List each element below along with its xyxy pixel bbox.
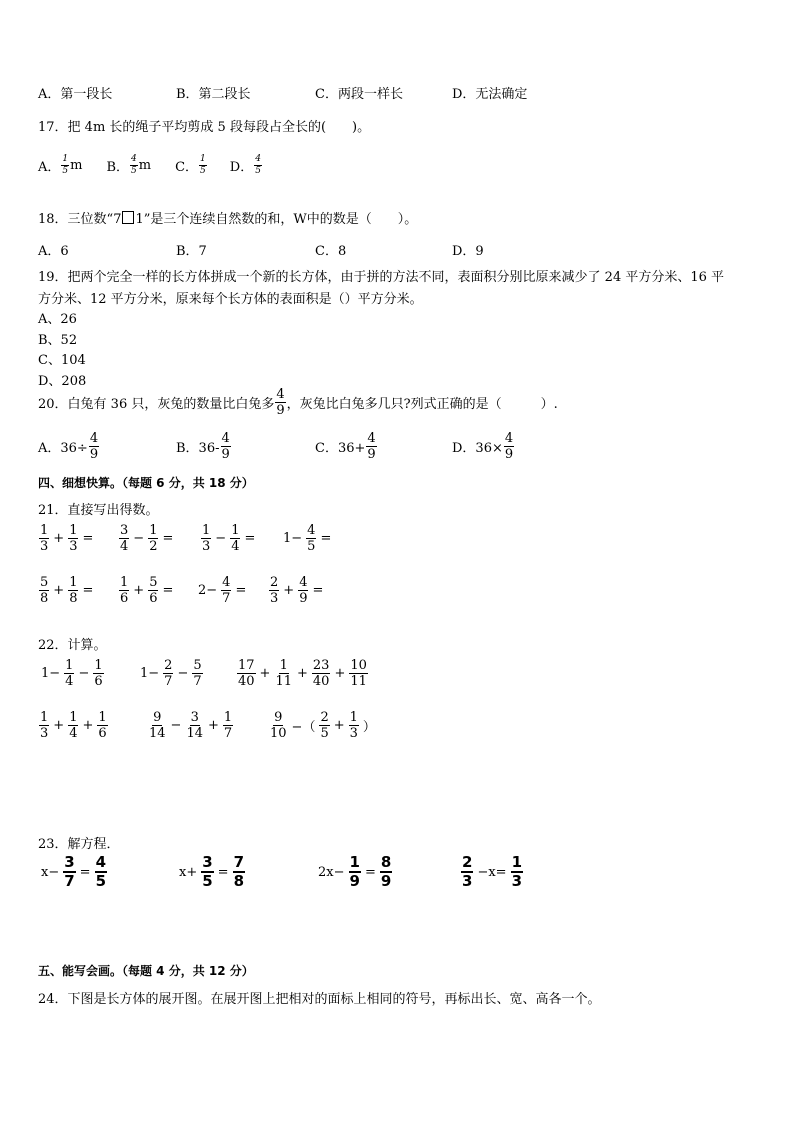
fraction: $\frac{1}{3}$: [511, 853, 522, 890]
operator: +: [208, 718, 219, 733]
q21-title: 21．直接写出得数。: [38, 503, 159, 518]
fraction: $\frac{4}{9}$: [299, 575, 308, 606]
operator: −: [177, 666, 189, 681]
fraction: $\frac{3}{4}$: [120, 523, 129, 554]
q23-eq-3: [315, 855, 393, 889]
operator: +: [53, 583, 65, 598]
operator: ）: [362, 720, 376, 735]
fraction: $\frac{1}{3}$: [349, 710, 358, 741]
operator: −（: [291, 720, 316, 735]
section-5-heading: 五、能写会画。（每题 4 分，共 12 分）: [38, 964, 254, 978]
fraction: $\frac{1}{3}$: [40, 523, 49, 554]
q22-expr-3: [236, 659, 369, 688]
q17-option-a: A． $\frac{1}{5}$ m: [38, 154, 83, 176]
q18-option-c: C．8: [315, 244, 347, 259]
q19-option-c: C、104: [38, 353, 86, 368]
operator: +: [333, 718, 345, 733]
operator: =: [217, 864, 229, 880]
fraction: $\frac{1}{4}$: [231, 523, 240, 554]
fraction: $\frac{5}{7}$: [193, 658, 202, 689]
fraction: $\frac{3}{14}$: [186, 710, 203, 741]
q17-option-d: D． $\frac{4}{5}$: [229, 154, 261, 176]
q20-option-b: B．36- $\frac{4}{9}$: [176, 431, 230, 462]
operator: 1−: [41, 666, 61, 681]
operator: −x=: [477, 864, 507, 880]
operator: x+: [179, 864, 198, 880]
operator: =: [364, 864, 376, 880]
fraction: $\frac{5}{8}$: [40, 575, 49, 606]
q16-option-c: C．两段一样长: [315, 87, 403, 102]
q22-expr-1: [38, 659, 105, 688]
fraction: $\frac{5}{6}$: [149, 575, 158, 606]
q22-expr-2: [137, 659, 204, 688]
fraction: $\frac{1}{2}$: [149, 523, 158, 554]
q23-eq-1: [38, 855, 108, 889]
q16-option-b: B．第二段长: [176, 87, 251, 102]
fraction: $\frac{3}{5}$: [202, 853, 213, 890]
fraction: $\frac{4}{5}$: [131, 154, 137, 176]
q21-expr-6: [118, 576, 176, 605]
fraction: $\frac{17}{40}$: [238, 658, 255, 689]
q21-expr-4: [280, 524, 334, 553]
q18-option-a: A．6: [38, 244, 69, 259]
fraction: $\frac{4}{9}$: [276, 387, 285, 418]
fraction: $\frac{3}{7}$: [64, 853, 75, 890]
q21-expr-3: [200, 524, 258, 553]
q21-expr-5: [38, 576, 96, 605]
fraction: $\frac{1}{3}$: [202, 523, 211, 554]
fraction: $\frac{1}{3}$: [40, 710, 49, 741]
operator: +: [334, 666, 346, 681]
q22-expr-4: [38, 711, 109, 740]
operator: =: [320, 531, 332, 546]
fraction: $\frac{9}{14}$: [149, 710, 166, 741]
fraction: $\frac{4}{5}$: [255, 154, 261, 176]
fraction: $\frac{1}{6}$: [94, 658, 103, 689]
fraction: $\frac{1}{5}$: [62, 154, 69, 176]
q17-option-b: B． $\frac{4}{5}$ m: [106, 154, 152, 176]
fraction: $\frac{1}{6}$: [98, 710, 107, 741]
operator: −: [170, 718, 182, 733]
fraction: $\frac{2}{3}$: [270, 575, 279, 606]
fraction: $\frac{1}{9}$: [349, 853, 360, 890]
operator: +: [82, 718, 94, 733]
fraction: $\frac{8}{9}$: [380, 853, 392, 890]
q22-title: 22．计算。: [38, 638, 107, 653]
fraction: $\frac{2}{7}$: [164, 658, 173, 689]
operator: −: [78, 666, 90, 681]
operator: −: [215, 531, 227, 546]
q21-expr-8: [268, 576, 326, 605]
q18-question: 18．三位数“7 1”是三个连续自然数的和，W中的数是（ ）。: [38, 212, 418, 227]
operator: 2x−: [318, 864, 345, 880]
section-4-heading: 四、细想快算。（每题 6 分，共 18 分）: [38, 476, 254, 490]
q21-expr-2: [118, 524, 176, 553]
q19-option-a: A、26: [38, 312, 77, 327]
operator: −: [133, 531, 145, 546]
operator: 1−: [140, 666, 160, 681]
operator: +: [259, 666, 271, 681]
fraction: $\frac{1}{11}$: [275, 658, 292, 689]
q17-option-c: C． $\frac{1}{5}$: [175, 154, 206, 176]
q23-title: 23．解方程．: [38, 837, 120, 852]
q21-expr-7: [195, 576, 249, 605]
q19-question-line2: 方分米、12 平方分米，原来每个长方体的表面积是（）平方分米。: [38, 292, 423, 307]
q21-expr-1: [38, 524, 96, 553]
operator: 2−: [198, 583, 218, 598]
fraction: $\frac{1}{4}$: [69, 710, 78, 741]
operator: x−: [41, 864, 60, 880]
fraction: $\frac{1}{3}$: [69, 523, 78, 554]
fraction: $\frac{4}{5}$: [307, 523, 316, 554]
q18-option-d: D．9: [452, 244, 484, 259]
operator: =: [162, 583, 174, 598]
operator: 1−: [283, 531, 303, 546]
fraction: $\frac{7}{8}$: [233, 853, 245, 890]
q24-question: 24．下图是长方体的展开图。在展开图上把相对的面标上相同的符号，再标出长、宽、高各一个。: [38, 992, 601, 1007]
fraction: $\frac{1}{8}$: [69, 575, 78, 606]
q16-option-d: D．无法确定: [452, 87, 528, 102]
q20-option-d: D．36× $\frac{4}{9}$: [452, 431, 514, 462]
fraction: $\frac{23}{40}$: [312, 658, 330, 689]
q18-option-b: B．7: [176, 244, 207, 259]
operator: +: [283, 583, 295, 598]
fraction: $\frac{4}{5}$: [95, 853, 107, 890]
operator: =: [244, 531, 256, 546]
q19-option-d: D、208: [38, 374, 87, 389]
q19-question-line1: 19．把两个完全一样的长方体拼成一个新的长方体，由于拼的方法不同，表面积分别比原来减少了 24 平方分米、16 平: [38, 270, 725, 285]
q20-question: 20．白兔有 36 只，灰兔的数量比白兔多 $\frac{4}{9}$ ，灰兔比白兔多几只?列式正确的是（ ）.: [38, 387, 558, 418]
operator: =: [82, 583, 94, 598]
fraction: $\frac{2}{5}$: [320, 710, 329, 741]
fraction: $\frac{4}{7}$: [222, 575, 231, 606]
fraction: $\frac{1}{4}$: [65, 658, 74, 689]
blank-box-icon: [122, 211, 134, 224]
fraction: $\frac{2}{3}$: [462, 853, 473, 890]
fraction: $\frac{1}{6}$: [120, 575, 129, 606]
fraction: $\frac{9}{10}$: [270, 710, 287, 741]
operator: +: [297, 666, 308, 681]
q16-option-a: A．第一段长: [38, 87, 113, 102]
q19-option-b: B、52: [38, 333, 78, 348]
operator: +: [133, 583, 145, 598]
q23-eq-2: [176, 855, 246, 889]
q20-option-c: C．36+ $\frac{4}{9}$: [315, 431, 376, 462]
q22-expr-5: [147, 711, 234, 740]
operator: =: [79, 864, 91, 880]
operator: +: [53, 531, 65, 546]
q23-eq-4: [460, 855, 524, 889]
fraction: $\frac{1}{7}$: [223, 710, 233, 741]
q17-options: [38, 155, 263, 176]
operator: =: [312, 583, 324, 598]
operator: =: [235, 583, 247, 598]
operator: +: [53, 718, 65, 733]
q17-question: 17．把 4m 长的绳子平均剪成 5 段每段占全长的( )。: [38, 120, 371, 135]
q22-expr-6: [268, 711, 379, 740]
operator: =: [162, 531, 174, 546]
q20-option-a: A．36÷ $\frac{4}{9}$: [38, 431, 99, 462]
operator: =: [82, 531, 94, 546]
fraction: $\frac{10}{11}$: [350, 658, 367, 689]
fraction: $\frac{1}{5}$: [200, 154, 206, 176]
